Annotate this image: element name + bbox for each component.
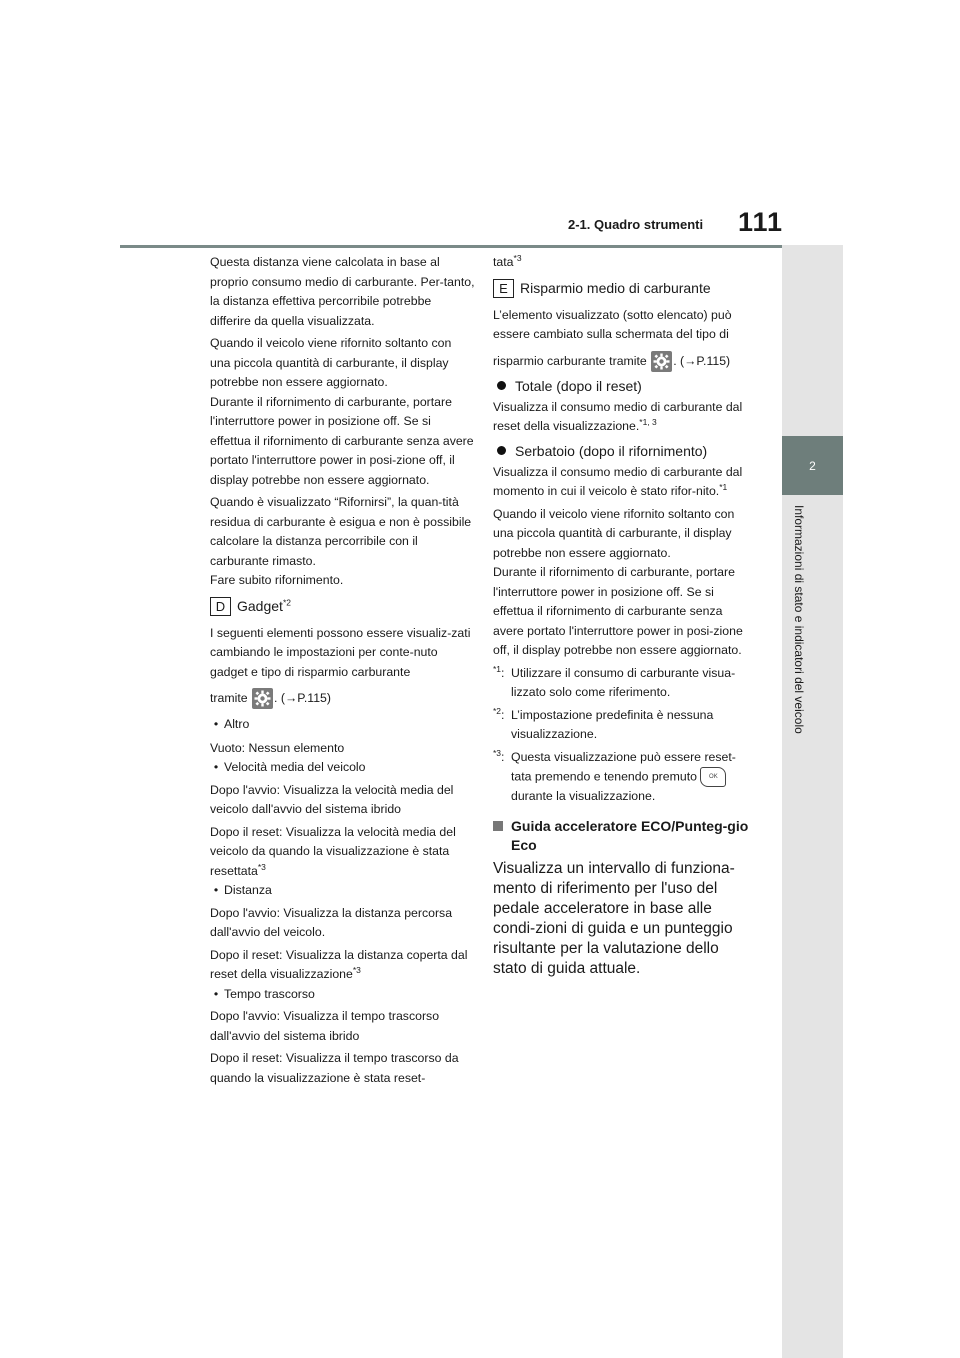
label-box-e: E (493, 279, 514, 298)
paragraph: Fare subito rifornimento. (210, 573, 344, 587)
paragraph-text: tata (493, 255, 514, 269)
paragraph: Questa distanza viene calcolata in base al proprio consumo medio di carburante. Per-tanto, la distanza effettiva percorribile potrebbe differire da quella visualizzata. (210, 255, 475, 328)
paragraph (493, 398, 755, 437)
square-bullet-icon (493, 821, 503, 831)
paragraph (210, 688, 475, 709)
footnote-ref: *1, 3 (639, 416, 657, 427)
footnote-text: L’impostazione predefinita è nessuna visualizzazione. (511, 707, 714, 741)
paragraph (493, 463, 755, 502)
paragraph: Vuoto: Nessun elemento (210, 740, 345, 755)
inline-text: risparmio carburante tramite (493, 353, 647, 368)
footnote-mark: *1 (493, 663, 502, 674)
list-item: • Altro (210, 715, 475, 735)
paragraph-text: Visualizza il consumo medio di carburante dal reset della visualizzazione. (493, 399, 743, 433)
chapter-title: Informazioni di stato e indicatori del veicolo (792, 505, 806, 734)
section-title: 2-1. Quadro strumenti (568, 217, 704, 232)
footnote-ref: *3 (257, 861, 266, 872)
list-item: • Velocità media del veicolo (210, 758, 475, 778)
bullet-dot-icon (497, 446, 506, 455)
fuel-economy-heading (493, 279, 755, 298)
page-reference: . (→P.115) (673, 353, 731, 368)
bullet-heading-text: Totale (dopo il reset) (515, 377, 642, 394)
footnote-text: Questa visualizzazione può essere reset-tata premendo e tenendo premuto (511, 749, 736, 784)
settings-gear-icon (651, 351, 672, 372)
chapter-tab (782, 436, 843, 495)
chapter-number: 2 (809, 458, 816, 473)
page-reference: . (→P.115) (274, 690, 331, 705)
paragraph: Dopo l'avvio: Visualizza la velocità media del veicolo dall'avvio del sistema ibrido (210, 782, 454, 816)
paragraph-text: Visualizza il consumo medio di carburante dal momento in cui il veicolo è stato rifor-nito. (493, 464, 743, 498)
bullet-heading (493, 378, 755, 394)
footnote-text: Utilizzare il consumo di carburante visua-lizzato solo come riferimento. (511, 665, 736, 699)
left-column (210, 253, 475, 1091)
heading-text: Gadget (237, 598, 283, 614)
paragraph (210, 823, 475, 882)
heading-text: Guida acceleratore ECO/Punteg-gio Eco (511, 817, 749, 853)
paragraph (493, 253, 755, 273)
footnote-text: durante la visualizzazione. (511, 789, 656, 803)
paragraph-text: Dopo il reset: Visualizza la velocità media del veicolo da quando la visualizzazione è stata resettata (210, 824, 456, 878)
paragraph: Durante il rifornimento di carburante, portare l'interruttore power in posizione off. Se si effettua il rifornimento di carburante senza avere portato l'interruttore power in posi-zione off, il display potrebbe non essere aggiornato. (493, 565, 743, 657)
label-box-d: D (210, 597, 231, 616)
footnote: $^{*3}$: Questa visualizzazione può essere reset-tata premendo e tenendo premuto OK durante la visualizzazione. (493, 747, 736, 803)
footnote-mark: *3 (493, 747, 502, 758)
bullet-dot-icon (497, 381, 506, 390)
footnote-mark: *2 (493, 705, 502, 716)
paragraph: Durante il rifornimento di carburante, portare l'interruttore power in posizione off. Se si effettua il rifornimento di carburante senza avere portato l'interruttore power in posi-zione off, il display potrebbe non essere aggiornato. (210, 394, 474, 487)
footnote-ref: *2 (282, 597, 291, 608)
paragraph: L’elemento visualizzato (sotto elencato) può essere cambiato sulla schermata del tipo di (493, 307, 732, 341)
settings-gear-icon (252, 688, 273, 709)
page-number: 111 (738, 207, 784, 237)
right-column (493, 253, 755, 979)
paragraph: Dopo l'avvio: Visualizza la distanza percorsa dall'avvio del veicolo. (210, 905, 453, 939)
list-item-label: Altro (224, 717, 250, 731)
list-item: • Tempo trascorso (210, 985, 475, 1005)
paragraph: Quando il veicolo viene rifornito soltanto con una piccola quantità di carburante, il display potrebbe non essere aggiornato. (210, 336, 452, 389)
paragraph (493, 351, 755, 372)
footnote-ref: *1 (719, 481, 728, 492)
side-margin (782, 245, 843, 1358)
bullet-heading-text: Serbatoio (dopo il rifornimento) (515, 442, 708, 459)
gadget-heading (210, 597, 475, 616)
heading-text: Risparmio medio di carburante (520, 280, 711, 296)
list-item: • Distanza (210, 881, 475, 901)
paragraph: Quando il veicolo viene rifornito soltanto con una piccola quantità di carburante, il display potrebbe non essere aggiornato. (493, 506, 735, 560)
footnote-ref: *3 (352, 964, 361, 975)
list-item-label: Distanza (224, 883, 272, 897)
square-heading (493, 817, 755, 855)
list-item-label: Velocità media del veicolo (224, 760, 366, 774)
paragraph: Dopo l'avvio: Visualizza il tempo trascorso dall'avvio del sistema ibrido (210, 1009, 440, 1043)
paragraph: Quando è visualizzato “Rifornirsi”, la quan-tità residua di carburante è esigua e non è possibile calcolare la distanza percorribile con il carburante rimasto. (210, 495, 472, 568)
paragraph-text: Dopo il reset: Visualizza la distanza coperta dal reset della visualizzazione (210, 947, 468, 981)
inline-text: tramite (210, 690, 248, 705)
list-item-label: Tempo trascorso (224, 986, 315, 1001)
paragraph: Visualizza un intervallo di funziona-mento di riferimento per l'uso del pedale acceleratore in base alle condi-zioni di guida e un punteggio risultante per la valutazione dello stato di guida attuale. (493, 859, 735, 977)
paragraph (210, 946, 475, 985)
bullet-heading (493, 443, 755, 459)
ok-button-icon: OK (700, 767, 726, 787)
paragraph: I seguenti elementi possono essere visualiz-zati cambiando le impostazioni per conte-nuto gadget e tipo di risparmio carburante (210, 625, 471, 679)
header-rule (120, 245, 842, 248)
footnote-ref: *3 (513, 252, 522, 263)
paragraph: Dopo il reset: Visualizza il tempo trascorso da quando la visualizzazione è stata reset- (210, 1051, 459, 1085)
footnote: $^{*2}$: L’impostazione predefinita è nessuna visualizzazione. (493, 706, 755, 745)
footnote: $^{*1}$: Utilizzare il consumo di carburante visua-lizzato solo come riferimento. (493, 664, 755, 703)
